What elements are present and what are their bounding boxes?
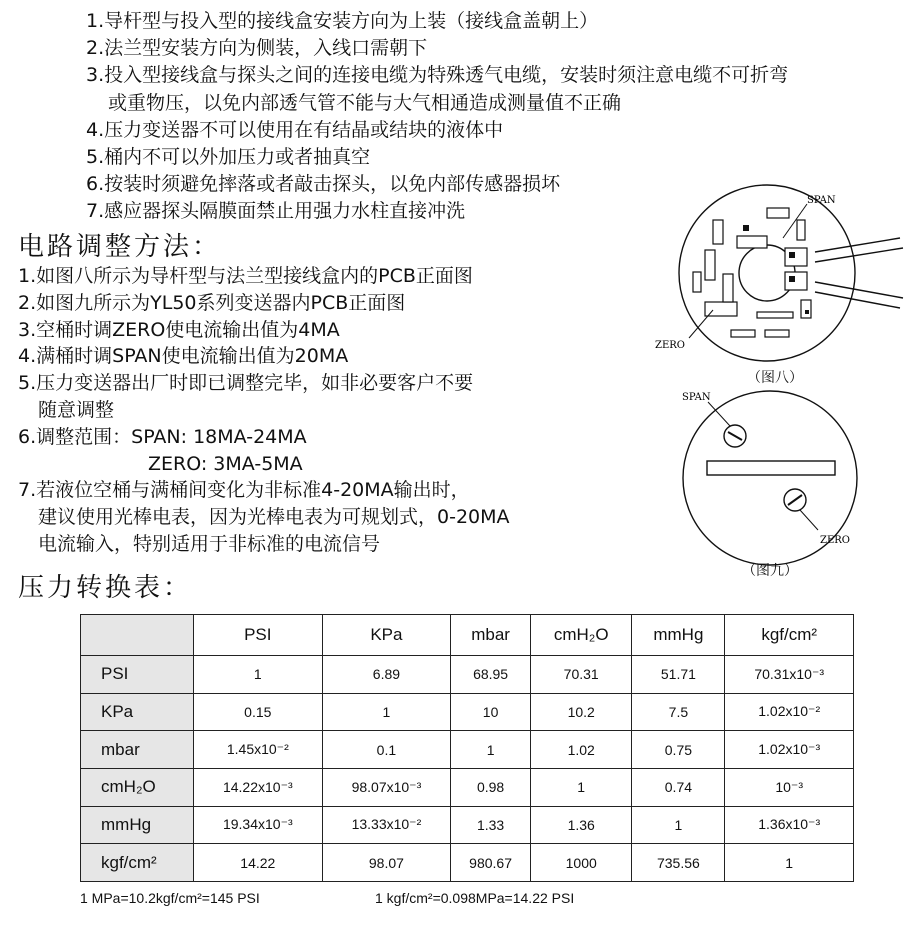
table-row	[81, 844, 854, 882]
table-cell: 1	[632, 806, 725, 844]
cable-lower	[815, 282, 903, 308]
table-cell: 1.02	[530, 731, 631, 769]
table-cell: 10.2	[530, 693, 631, 731]
step-item: 2.如图九所示为YL50系列变送器内PCB正面图	[18, 291, 406, 314]
table-cell: 51.71	[632, 656, 725, 694]
step-item: 7.若液位空桶与满桶间变化为非标准4-20MA输出时，	[18, 479, 470, 502]
footnote-mpa: 1 MPa=10.2kgf/cm²=145 PSI	[80, 890, 260, 906]
fig8-zero-label: ZERO	[655, 340, 685, 351]
table-row	[81, 731, 854, 769]
table-cell: 14.22	[194, 844, 323, 882]
column-header: kgf/cm²	[725, 615, 854, 656]
table-cell: 98.07x10⁻³	[322, 768, 451, 806]
pcb-slot	[707, 461, 835, 475]
table-cell: 98.07	[322, 844, 451, 882]
step-item: 4.满桶时调SPAN使电流输出值为20MA	[18, 345, 349, 368]
pressure-table-title: 压力转换表：	[18, 573, 193, 603]
table-cell: 10	[451, 693, 531, 731]
table-cell: 1000	[530, 844, 631, 882]
table-cell: 1.33	[451, 806, 531, 844]
note-item: 4.压力变送器不可以使用在有结晶或结块的液体中	[86, 118, 504, 141]
table-header-row	[81, 615, 854, 656]
table-row	[81, 656, 854, 694]
span-adjust-screw	[724, 425, 746, 447]
row-header: mmHg	[81, 806, 194, 844]
table-cell: 1.36	[530, 806, 631, 844]
table-cell: 1.02x10⁻²	[725, 693, 854, 731]
table-cell: 13.33x10⁻²	[322, 806, 451, 844]
table-cell: 0.1	[322, 731, 451, 769]
column-header: mmHg	[632, 615, 725, 656]
table-cell: 980.67	[451, 844, 531, 882]
fig9-span-label: SPAN	[682, 392, 711, 403]
row-header: cmH₂O	[81, 768, 194, 806]
table-cell: 1	[451, 731, 531, 769]
table-cell: 1	[194, 656, 323, 694]
table-cell: 0.15	[194, 693, 323, 731]
table-cell: 0.74	[632, 768, 725, 806]
step-item: 1.如图八所示为导杆型与法兰型接线盒内的PCB正面图	[18, 265, 473, 287]
note-item: 3.投入型接线盒与探头之间的连接电缆为特殊透气电缆，安装时须注意电缆不可折弯	[86, 64, 789, 87]
note-item: 1.导杆型与投入型的接线盒安装方向为上装（接线盒盖朝上）	[86, 10, 599, 32]
span-potentiometer	[737, 236, 767, 248]
column-header: mbar	[451, 615, 531, 656]
table-cell: 68.95	[451, 656, 531, 694]
note-item: 7.感应器探头隔膜面禁止用强力水柱直接冲洗	[86, 200, 466, 223]
fig9-pcb-diagram	[660, 388, 885, 568]
step-item: 3.空桶时调ZERO使电流输出值为4MA	[18, 318, 340, 341]
table-row	[81, 768, 854, 806]
table-cell: 735.56	[632, 844, 725, 882]
table-cell: 1.02x10⁻³	[725, 731, 854, 769]
row-header: KPa	[81, 693, 194, 731]
table-row	[81, 693, 854, 731]
table-cell: 70.31x10⁻³	[725, 656, 854, 694]
pressure-conversion-table	[80, 614, 854, 882]
table-cell: 1.36x10⁻³	[725, 806, 854, 844]
fig8-caption: （图八）	[747, 370, 803, 386]
table-cell: 1.45x10⁻²	[194, 731, 323, 769]
table-cell: 0.75	[632, 731, 725, 769]
row-header: PSI	[81, 656, 194, 694]
fig9-zero-label: ZERO	[820, 535, 850, 546]
column-header: PSI	[194, 615, 323, 656]
circuit-adjust-title: 电路调整方法：	[18, 232, 222, 262]
step-item: 5.压力变送器出厂时即已调整完毕，如非必要客户不要	[18, 372, 474, 395]
table-corner-cell	[81, 615, 194, 656]
table-cell: 1	[725, 844, 854, 882]
step-item: 6.调整范围：SPAN: 18MA-24MA	[18, 425, 307, 448]
note-item: 2.法兰型安装方向为侧装，入线口需朝下	[86, 37, 428, 60]
column-header: KPa	[322, 615, 451, 656]
circuit-steps	[18, 263, 658, 558]
table-cell: 14.22x10⁻³	[194, 768, 323, 806]
table-cell: 1	[530, 768, 631, 806]
table-cell: 0.98	[451, 768, 531, 806]
table-cell: 70.31	[530, 656, 631, 694]
terminal-block-lower	[785, 272, 807, 290]
terminal-block-upper	[785, 248, 807, 266]
note-item: 6.按装时须避免摔落或者敲击探头，以免内部传感器损坏	[86, 173, 561, 196]
column-header: cmH₂O	[530, 615, 631, 656]
table-cell: 19.34x10⁻³	[194, 806, 323, 844]
row-header: kgf/cm²	[81, 844, 194, 882]
note-item: 5.桶内不可以外加压力或者抽真空	[86, 146, 371, 169]
table-cell: 1	[322, 693, 451, 731]
table-cell: 6.89	[322, 656, 451, 694]
table-row	[81, 806, 854, 844]
fig9-caption: （图九）	[742, 563, 798, 579]
step-item-continued: 电流输入，特别适用于非标准的电流信号	[38, 532, 381, 555]
zero-adjust-screw	[784, 489, 806, 511]
table-cell: 7.5	[632, 693, 725, 731]
step-item-continued: 随意调整	[38, 398, 115, 421]
step-item-continued: ZERO: 3MA-5MA	[148, 452, 303, 475]
fig8-span-label: SPAN	[807, 195, 836, 206]
cable-upper	[815, 238, 903, 262]
table-cell: 10⁻³	[725, 768, 854, 806]
row-header: mbar	[81, 731, 194, 769]
footnote-kgf: 1 kgf/cm²=0.098MPa=14.22 PSI	[375, 890, 575, 906]
step-item-continued: 建议使用光棒电表，因为光棒电表为可规划式，0-20MA	[38, 506, 510, 529]
note-item-continued: 或重物压，以免内部透气管不能与大气相通造成测量值不正确	[108, 91, 622, 114]
fig8-pcb-diagram	[655, 190, 910, 365]
